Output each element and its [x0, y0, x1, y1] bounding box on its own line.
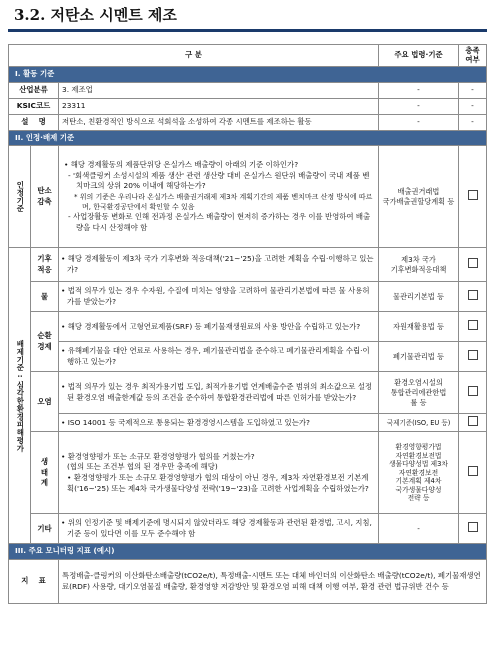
checkbox[interactable]: [468, 522, 478, 532]
exclusion-law: 환경오염시설의 통합관리에관한법 률 등: [379, 372, 459, 414]
exclusion-law: 제3차 국가 기후변화적응대책: [379, 248, 459, 282]
exclusion-text: • 해당 경제활동에서 고형연료제품(SRF) 등 폐기물재생원료의 사용 방안을 수립하고 있는가?: [59, 312, 379, 342]
checkbox[interactable]: [468, 416, 478, 426]
row-label: 설 명: [9, 114, 59, 130]
exclusion-label: 기타: [31, 514, 59, 544]
exclusion-text: • 위의 인정기준 및 배제기준에 명시되지 않았더라도 해당 경제활동과 관련된 환경법, 고시, 지침, 기준 등이 있다면 이를 모두 준수해야 함: [59, 514, 379, 544]
exclusion-row: [9, 312, 487, 342]
exclusion-row: [9, 514, 487, 544]
header-check: 충족 여부: [459, 45, 487, 67]
checkbox[interactable]: [468, 320, 478, 330]
recognition-label: 탄소 감축: [31, 146, 59, 248]
exclusion-text: • 유해폐기물을 대안 연료로 사용하는 경우, 폐기물관리법을 준수하고 폐기물관리계획을 수립·이행하고 있는가?: [59, 342, 379, 372]
indicator-row: [9, 560, 487, 604]
exclusion-group-label: 배제기준 : 심각한환경피해평가: [9, 248, 31, 544]
exclusion-check-cell: [459, 248, 487, 282]
exclusion-check-cell: [459, 342, 487, 372]
exclusion-law: 환경영향평가법 자연환경보전법 생물다양성법 제3차 자연환경보전 기본계획 제4차 국가생물다양성 전략 등: [379, 432, 459, 514]
row-label: KSIC코드: [9, 98, 59, 114]
exclusion-law: 폐기물관리법 등: [379, 342, 459, 372]
section-2-title: II. 인정·배제 기준: [9, 130, 487, 146]
checkbox[interactable]: [468, 386, 478, 396]
exclusion-check-cell: [459, 514, 487, 544]
exclusion-check-cell: [459, 282, 487, 312]
recognition-line: - '회색클링커 소성시설의 제품 생산' 관련 생산량 대비 온실가스 원단위 배출량이 국내 제품 벤치마크의 상위 20% 이내에 해당하는가?: [68, 170, 370, 191]
row-value: 3. 제조업: [59, 82, 379, 98]
recognition-check-cell: [459, 146, 487, 248]
table-row: [9, 82, 487, 98]
checkbox[interactable]: [468, 258, 478, 268]
recognition-law: 배출권거래법 국가배출권할당계획 등: [379, 146, 459, 248]
checkbox[interactable]: [468, 190, 478, 200]
criteria-table: [8, 44, 487, 604]
exclusion-row: [9, 282, 487, 312]
header-law: 주요 법령·기준: [379, 45, 459, 67]
exclusion-label: 생 태 계: [31, 432, 59, 514]
title-rule: [8, 29, 487, 32]
section-1-title: I. 활동 기준: [9, 67, 487, 83]
exclusion-row: [9, 342, 487, 372]
row-law: -: [379, 82, 459, 98]
exclusion-row: [9, 248, 487, 282]
exclusion-label: 순환 경제: [31, 312, 59, 372]
exclusion-check-cell: [459, 372, 487, 414]
recognition-line: • 해당 경제활동의 제품단위당 온실가스 배출량이 아래의 기준 이하인가?: [64, 159, 299, 169]
exclusion-row: [9, 414, 487, 432]
checkbox[interactable]: [468, 466, 478, 476]
exclusion-text: • ISO 14001 등 국제적으로 통용되는 환경경영시스템을 도입하였고 있는가?: [59, 414, 379, 432]
row-value: 저탄소, 친환경적인 방식으로 석회석을 소성하여 각종 시멘트를 제조하는 활동: [59, 114, 379, 130]
row-check: -: [459, 82, 487, 98]
page-title: 3.2. 저탄소 시멘트 제조: [14, 6, 177, 24]
recognition-row: [9, 146, 487, 248]
indicator-text: 특정배출-클링커의 이산화탄소배출량(tCO2e/t), 특정배출-시멘트 또는 대체 바인더의 이산화탄소 배출량(tCO2e/t), 폐기물재생연료(RDF) 사용량, 대기오염물질 배출량, 환경영향 저감방안 및 환경오염 피해 대책 이행 여부, 환경 관련 법규위반 건수 등: [59, 560, 487, 604]
row-label: 산업분류: [9, 82, 59, 98]
exclusion-row: [9, 372, 487, 414]
indicator-label: 지 표: [9, 560, 59, 604]
exclusion-text: • 환경영향평가 또는 소규모 환경영향평가 협의를 거쳤는가? (협의 또는 조건부 협의 된 경우만 충족에 해당) • 환경영향평가 또는 소규모 환경영향평가 협의 대상이 아닌 경우, 제3차 자연환경보전 기본계획('16~'25) 또는 제4차 국가생물다양성 전략('19~'23)을 고려한 사업계획을 수립하였는가?: [59, 432, 379, 514]
recognition-text: [59, 146, 379, 248]
table-row: [9, 98, 487, 114]
exclusion-text: • 해당 경제활동이 제3차 국가 기후변화 적응대책('21~'25)을 고려한 계획을 수립·이행하고 있는가?: [59, 248, 379, 282]
checkbox[interactable]: [468, 350, 478, 360]
checkbox[interactable]: [468, 290, 478, 300]
exclusion-label: 기후 적응: [31, 248, 59, 282]
exclusion-label: 오염: [31, 372, 59, 432]
row-value: 23311: [59, 98, 379, 114]
row-check: -: [459, 98, 487, 114]
exclusion-law: 물관리기본법 등: [379, 282, 459, 312]
exclusion-row: [9, 432, 487, 514]
section-3-title: III. 주요 모니터링 지표 (예시): [9, 544, 487, 560]
recognition-line: - 사업장활동 변화로 인해 전과정 온실가스 배출량이 현저히 증가하는 경우 이를 반영하여 배출량을 다시 산정해야 함: [68, 212, 371, 233]
exclusion-law: 자원재활용법 등: [379, 312, 459, 342]
exclusion-text: • 법적 의무가 있는 경우 최적가용기법 도입, 최적가용기법 연계배출수준 범위의 최소값으로 설정된 환경오염 배출한계값 등의 조건을 준수하여 통합환경관리법에 따른 인허가를 받았는가?: [59, 372, 379, 414]
recognition-group-label: 인정기준: [9, 146, 31, 248]
row-check: -: [459, 114, 487, 130]
recognition-line: * 위의 기준은 우리나라 온실가스 배출권거래제 제3차 계획기간의 제품 벤치마크 산정 방식에 따르며, 한국환경공단에서 확인할 수 있음: [74, 193, 373, 212]
exclusion-check-cell: [459, 414, 487, 432]
row-law: -: [379, 114, 459, 130]
exclusion-law: -: [379, 514, 459, 544]
exclusion-check-cell: [459, 432, 487, 514]
table-row: [9, 114, 487, 130]
header-category: 구 분: [9, 45, 379, 67]
row-law: -: [379, 98, 459, 114]
exclusion-text: • 법적 의무가 있는 경우 수자원, 수질에 미치는 영향을 고려하여 물관리기본법에 따른 물 사용허가를 받았는가?: [59, 282, 379, 312]
exclusion-check-cell: [459, 312, 487, 342]
exclusion-law: 국제기준(ISO, EU 등): [379, 414, 459, 432]
header-row: [9, 45, 487, 67]
exclusion-label: 물: [31, 282, 59, 312]
